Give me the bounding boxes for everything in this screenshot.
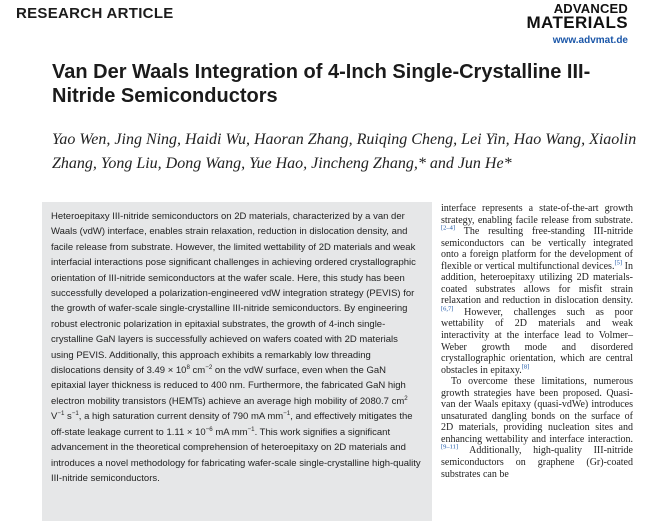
section-label: RESEARCH ARTICLE bbox=[16, 5, 174, 22]
citation-link[interactable]: [8] bbox=[521, 363, 530, 371]
body-column bbox=[441, 203, 633, 480]
body-paragraph: interface represents a state-of-the-art growth strategy, enabling facile release from substrate.[2–4] The resulting free-standing III-nitride semiconductors can be vertically integrated onto a foreign platform for the development of flexible or vertical multifunctional devices.[5] In addition, heteroepitaxy utilizing 2D materials-coated substrates allows for misfit strain relaxation and reduction in dislocation density.[6,7] However, challenges such as poor wettability of 2D materials and weak interactivity at the interface lead to Volmer–Weber growth mode and disordered crystallographic orientation, which are central obstacles in epitaxy.[8] bbox=[441, 203, 633, 376]
journal-url-link[interactable]: www.advmat.de bbox=[552, 35, 628, 46]
author-list: Yao Wen, Jing Ning, Haidi Wu, Haoran Zhang, Ruiqing Cheng, Lei Yin, Hao Wang, Xiaolin Zhang, Yong Liu, Dong Wang, Yue Hao, Jincheng Zhang,* and Jun He* bbox=[52, 131, 637, 172]
journal-logo bbox=[527, 2, 629, 31]
abstract-text: Heteroepitaxy III-nitride semiconductors on 2D materials, characterized by a van der Waals (vdW) interface, enables strain relaxation, reduction in dislocation density, and facile release from substrate. However, the limited wettability of 2D materials and weak interfacial interactions pose significant challenges in achieving ordered crystallographic orientation of III-nitride semiconductors at the wafer scale. Here, this study has been successfully developed a polarization-engineered vdW integration strategy (PEVIS) for the growth of wafer-scale single-crystalline III-nitride semiconductors. By engineering robust electronic polarization in epitaxial substrates, the growth of 4-inch single-crystalline GaN layers is successfully achieved on wafers coated with 2D materials using PEVIS. Additionally, this approach exhibits a remarkably low threading dislocations density of $3.49 \times 10^8$ $cm^{-2}$ on the vdW surface, even when the GaN epitaxial layer thickness is reduced to 400 nm. Furthermore, the fabricated GaN high electron mobility transistors (HEMTs) achieve an average high mobility of 2080.7 $cm^2$ $V^{-1}$ $s^{-1}$, a high saturation current density of 790 mA $mm^{-1}$, and effectively mitigates the off-state leakage current to $1.11 \times 10^{-6}$ mA $mm^{-1}$. This work signifies a significant advancement in the theoretical comprehension of heteroepitaxy on 2D materials and introduces a novel methodology for fabricating wafer-scale single-crystalline high-quality III-nitride semiconductors. bbox=[51, 211, 421, 484]
article-title: Van Der Waals Integration of 4-Inch Single-Crystalline III-Nitride Semiconductors bbox=[52, 61, 591, 107]
citation-link[interactable]: [6,7] bbox=[441, 305, 454, 313]
citation-link[interactable]: [5] bbox=[614, 259, 623, 267]
citation-link[interactable]: [2–4] bbox=[441, 224, 456, 232]
body-paragraph: To overcome these limitations, numerous growth strategies have been proposed. Quasi-van der Waals epitaxy (quasi-vdWe) introduces unsaturated dangling bonds on the surface of 2D materials, providing nucleation sites and enhancing wettability and interface interaction.[9–11] Additionally, high-quality III-nitride semiconductors on graphene (Gr)-coated substrates can be bbox=[441, 376, 633, 480]
citation-link[interactable]: [9–11] bbox=[441, 444, 459, 452]
logo-line-1: ADVANCED bbox=[553, 1, 628, 16]
logo-line-2: MATERIALS bbox=[526, 13, 628, 32]
